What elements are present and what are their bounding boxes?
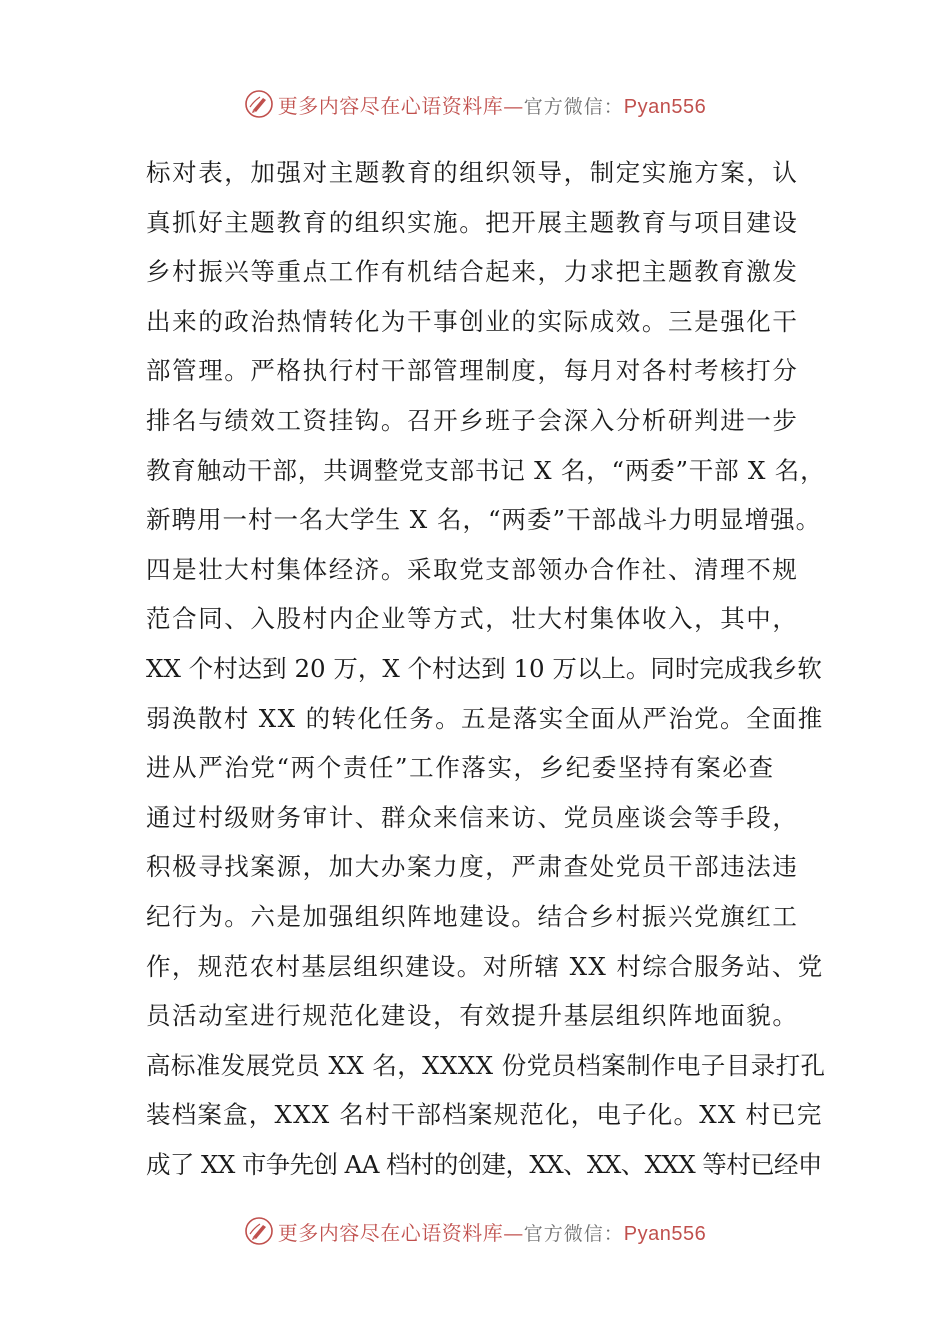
header-wechat-id: Pyan556 bbox=[623, 95, 707, 118]
body-line: 真抓好主题教育的组织实施。把开展主题教育与项目建设 bbox=[146, 207, 799, 237]
body-line: 进从严治党“两个责任”工作落实，乡纪委坚持有案必查 bbox=[146, 753, 775, 783]
body-line: 部管理。严格执行村干部管理制度，每月对各村考核打分 bbox=[146, 356, 799, 386]
header-sub: 官方微信： bbox=[523, 95, 624, 118]
body-line: 纪行为。六是加强组织阵地建设。结合乡村振兴党旗红工 bbox=[146, 901, 799, 931]
footer-dash: — bbox=[503, 1220, 524, 1245]
body-line: 排名与绩效工资挂钩。召开乡班子会深入分析研判进一步 bbox=[146, 405, 799, 435]
body-line: 弱涣散村 XX 的转化任务。五是落实全面从严治党。全面推 bbox=[146, 703, 824, 733]
body-line: 乡村振兴等重点工作有机结合起来，力求把主题教育激发 bbox=[146, 257, 799, 287]
body-line: 作，规范农村基层组织建设。对所辖 XX 村综合服务站、党 bbox=[146, 951, 824, 981]
body-line: 新聘用一村一名大学生 X 名，“两委”干部战斗力明显增强。 bbox=[146, 505, 822, 535]
body-line: 成了 XX 市争先创 AA 档村的创建，XX、XX、XXX 等村已经申 bbox=[146, 1149, 822, 1179]
pen-logo-icon bbox=[244, 1216, 274, 1246]
header-brand: 更多内容尽在心语资料库 bbox=[277, 93, 504, 118]
body-line: 标对表，加强对主题教育的组织领导，制定实施方案，认 bbox=[146, 158, 799, 187]
header-watermark bbox=[0, 82, 950, 126]
footer-wechat-id: Pyan556 bbox=[623, 1222, 707, 1245]
footer-brand: 更多内容尽在心语资料库 bbox=[277, 1220, 504, 1245]
body-line: 员活动室进行规范化建设，有效提升基层组织阵地面貌。 bbox=[146, 1001, 799, 1031]
header-dash: — bbox=[503, 93, 524, 118]
body-line: 出来的政治热情转化为干事创业的实际成效。三是强化干 bbox=[146, 306, 799, 336]
body-line: 装档案盒，XXX 名村干部档案规范化，电子化。XX 村已完 bbox=[146, 1100, 823, 1130]
body-line: XX 个村达到 20 万，X 个村达到 10 万以上。同时完成我乡软 bbox=[146, 653, 822, 683]
body-line: 范合同、入股村内企业等方式，壮大村集体收入，其中， bbox=[146, 604, 799, 634]
body-line: 积极寻找案源，加大办案力度，严肃查处党员干部违法违 bbox=[146, 852, 799, 882]
footer-watermark bbox=[0, 1209, 950, 1253]
header-brand-text bbox=[278, 90, 706, 119]
body-line: 通过村级财务审计、群众来信来访、党员座谈会等手段， bbox=[146, 802, 799, 832]
body-line: 高标准发展党员 XX 名，XXXX 份党员档案制作电子目录打孔 bbox=[146, 1050, 826, 1080]
footer-sub: 官方微信： bbox=[523, 1222, 624, 1245]
document-body bbox=[146, 148, 826, 1189]
footer-brand-text bbox=[278, 1217, 706, 1246]
pen-logo-icon bbox=[244, 89, 274, 119]
body-line: 四是壮大村集体经济。采取党支部领办合作社、清理不规 bbox=[146, 554, 799, 584]
body-line: 教育触动干部，共调整党支部书记 X 名，“两委”干部 X 名， bbox=[146, 455, 826, 485]
